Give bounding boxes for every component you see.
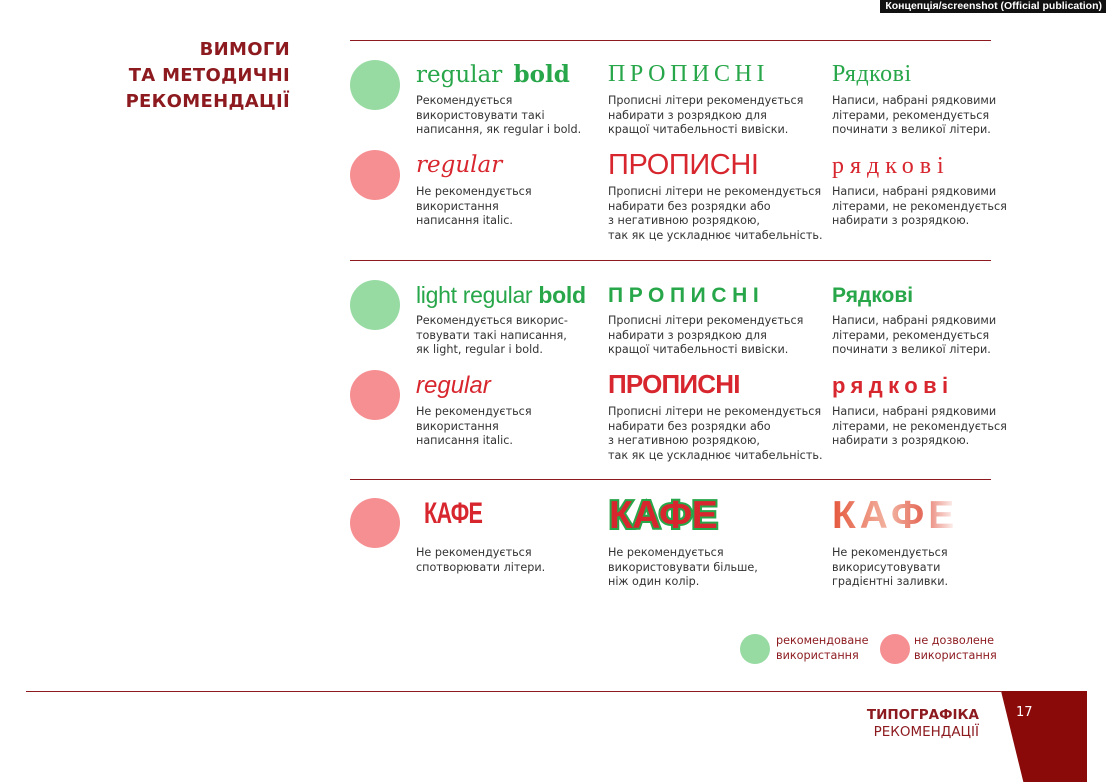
serif-weights-description: Рекомендується використовувати такі написання, як regular і bold. — [416, 94, 582, 136]
sans-caps-tight-sample: ПРОПИСНІ — [608, 369, 740, 399]
page-heading-line-2: ТА МЕТОДИЧНІ — [128, 65, 290, 86]
serif-regular-sample: regular — [416, 62, 503, 88]
footer-section-subtitle: РЕКОМЕНДАЦІЇ — [873, 724, 979, 740]
serif-lowercase-wide-description: Написи, набрані рядковими літерами, не рекомендується набирати з розрядкою. — [832, 185, 1007, 227]
recommended-dot — [350, 60, 400, 110]
sans-lowercase-wide-sample: рядкові — [832, 373, 954, 398]
cafe-two-colors-description: Не рекомендується використовувати більше, ніж один колір. — [608, 546, 758, 588]
cafe-gradient-sample: КАФЕ — [832, 494, 959, 537]
sans-italic-sample: regular — [416, 372, 491, 399]
sans-regular-sample: regular — [462, 282, 533, 308]
footer-title — [867, 707, 979, 741]
cafe-gradient-description: Не рекомендується викорисутовувати градієнтні заливки. — [832, 546, 949, 588]
not-allowed-dot — [350, 498, 400, 548]
serif-bold-sample: bold — [513, 61, 570, 88]
not-allowed-dot — [350, 370, 400, 420]
legend-recommended-label: рекомендоване використання — [776, 634, 869, 662]
serif-lowercase-sample: Рядкові — [832, 61, 912, 87]
not-allowed-dot — [350, 150, 400, 200]
section-divider — [350, 260, 991, 261]
image-credit: Концепція/screenshot (Official publication) — [880, 0, 1106, 13]
serif-caps-spaced-description: Прописні літери рекомендується набирати з розрядкою для кращої читабельності вивіски. — [608, 94, 804, 136]
footer-divider — [26, 691, 1001, 692]
sans-light-sample: light — [416, 282, 457, 308]
section-divider — [350, 479, 991, 480]
sans-caps-spaced-description: Прописні літери рекомендується набирати з розрядкою для кращої читабельності вивіски. — [608, 314, 804, 356]
serif-lowercase-description: Написи, набрані рядковими літерами, рекомендується починати з великої літери. — [832, 94, 997, 136]
sans-lowercase-sample: Рядкові — [832, 284, 914, 307]
serif-caps-tight-sample: ПРОПИСНІ — [608, 149, 759, 181]
sans-lowercase-description: Написи, набрані рядковими літерами, рекомендується починати з великої літери. — [832, 314, 997, 356]
sans-bold-sample: bold — [538, 282, 586, 308]
sans-caps-tight-description: Прописні літери не рекомендується набирати без розрядки або з негативною розрядкою, так як це ускладнює читабельність. — [608, 405, 823, 462]
sans-caps-spaced-sample: ПРОПИСНІ — [608, 284, 765, 307]
sans-weights-sample — [416, 282, 586, 309]
serif-lowercase-wide-sample: рядкові — [832, 153, 950, 179]
page-heading — [60, 37, 290, 115]
page-heading-line-1: ВИМОГИ — [199, 39, 290, 60]
footer-section-title: ТИПОГРАФІКА — [866, 707, 979, 723]
cafe-distorted-description: Не рекомендується спотворювати літери. — [416, 546, 546, 574]
cafe-distorted-sample: КАФЕ — [424, 497, 483, 530]
sans-italic-description: Не рекомендується використання написання italic. — [416, 405, 532, 447]
sans-weights-description: Рекомендується викорис- товувати такі написання, як light, regular і bold. — [416, 314, 568, 356]
recommended-dot — [350, 280, 400, 330]
legend-not-allowed-dot — [880, 634, 910, 664]
section-divider — [350, 40, 991, 41]
page-number: 17 — [1016, 705, 1033, 720]
page-number-tab — [1001, 691, 1087, 782]
serif-italic-sample: regular — [416, 152, 503, 178]
cafe-two-colors-sample: КАФЕ — [609, 494, 718, 537]
legend-recommended-dot — [740, 634, 770, 664]
serif-italic-description: Не рекомендується використання написання italic. — [416, 185, 532, 227]
legend-not-allowed-label: не дозволене використання — [914, 634, 997, 662]
serif-weights-sample — [416, 61, 570, 88]
serif-caps-spaced-sample: ПРОПИСНІ — [608, 61, 770, 87]
sans-lowercase-wide-description: Написи, набрані рядковими літерами, не рекомендується набирати з розрядкою. — [832, 405, 1007, 447]
serif-caps-tight-description: Прописні літери не рекомендується набирати без розрядки або з негативною розрядкою, так як це ускладнює читабельність. — [608, 185, 823, 242]
page-heading-line-3: РЕКОМЕНДАЦІЇ — [125, 91, 290, 112]
